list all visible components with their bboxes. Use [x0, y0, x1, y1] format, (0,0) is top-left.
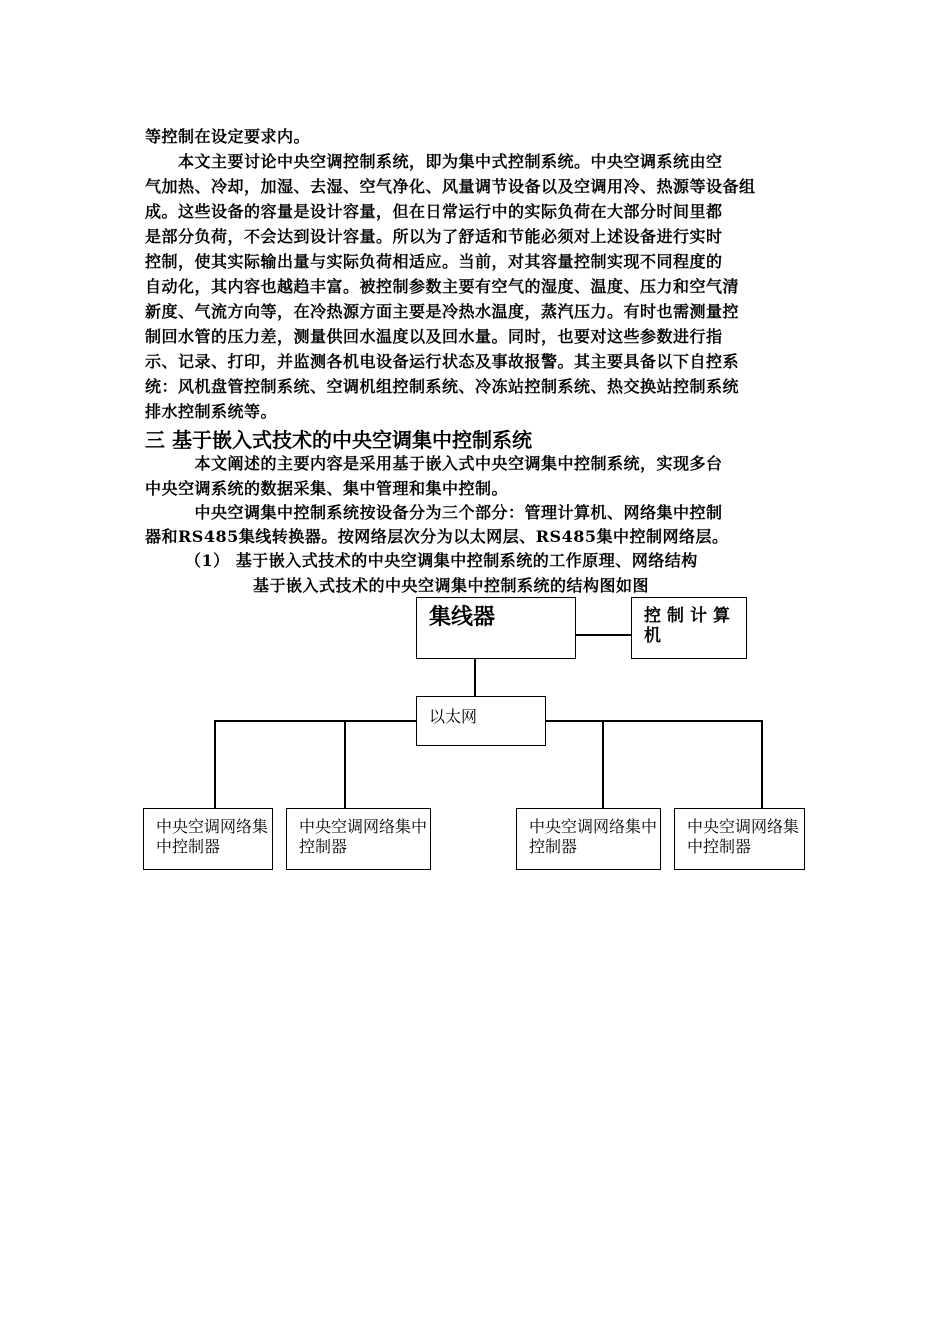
controller-label: 中央空调网络集中控制器 [156, 817, 269, 856]
paragraph-intro-line: 等控制在设定要求内。 [145, 127, 311, 146]
paragraph-line: 本文阐述的主要内容是采用基于嵌入式中央空调集中控制系统，实现多台 [145, 454, 723, 473]
hub-label: 集线器 [429, 605, 496, 630]
controller-box [143, 808, 273, 870]
paragraph-line: 排水控制系统等。 [145, 402, 278, 421]
controller-box [674, 808, 805, 870]
figure-caption: 基于嵌入式技术的中央空调集中控制系统的结构图如图 [253, 576, 650, 595]
bus-line-right [546, 720, 762, 722]
paragraph-line: 示、记录、打印，并监测各机电设备运行状态及事故报警。其主要具备以下自控系 [145, 352, 740, 371]
ethernet-box [416, 696, 546, 746]
connector-line [214, 720, 216, 808]
connector-line [576, 634, 631, 636]
hub-box [416, 597, 576, 659]
controller-label: 中央空调网络集中控制器 [687, 817, 800, 856]
paragraph-line: 控制，使其实际输出量与实际负荷相适应。当前，对其容量控制实现不同程度的 [145, 252, 723, 271]
subsection-heading: （1） 基于嵌入式技术的中央空调集中控制系统的工作原理、网络结构 [185, 551, 698, 570]
controller-label: 中央空调网络集中控制器 [529, 817, 658, 856]
connector-line [761, 720, 763, 808]
paragraph-line: 中央空调系统的数据采集、集中管理和集中控制。 [145, 479, 509, 498]
paragraph-line: 器和RS485集线转换器。按网络层次分为以太网层、RS485集中控制网络层。 [145, 527, 729, 546]
paragraph-line: 自动化，其内容也越趋丰富。被控制参数主要有空气的湿度、温度、压力和空气清 [145, 277, 740, 296]
computer-label: 控制计算机 [644, 606, 736, 646]
paragraph-line: 成。这些设备的容量是设计容量，但在日常运行中的实际负荷在大部分时间里都 [145, 202, 723, 221]
paragraph-line: 气加热、冷却，加湿、去湿、空气净化、风量调节设备以及空调用冷、热源等设备组 [145, 177, 756, 196]
paragraph-line: 中央空调集中控制系统按设备分为三个部分：管理计算机、网络集中控制 [145, 503, 723, 522]
controller-label: 中央空调网络集中控制器 [299, 817, 428, 856]
section-heading: 三 基于嵌入式技术的中央空调集中控制系统 [145, 428, 532, 452]
paragraph-line: 是部分负荷，不会达到设计容量。所以为了舒适和节能必须对上述设备进行实时 [145, 227, 723, 246]
controller-box [516, 808, 661, 870]
connector-line [602, 720, 604, 808]
bus-line-left [214, 720, 416, 722]
ethernet-label: 以太网 [429, 707, 478, 726]
controller-box [286, 808, 431, 870]
paragraph-line: 新度、气流方向等，在冷热源方面主要是冷热水温度，蒸汽压力。有时也需测量控 [145, 302, 740, 321]
computer-box [631, 597, 747, 659]
paragraph-line: 制回水管的压力差，测量供回水温度以及回水量。同时，也要对这些参数进行指 [145, 327, 723, 346]
connector-line [344, 720, 346, 808]
paragraph-line: 统：风机盘管控制系统、空调机组控制系统、冷冻站控制系统、热交换站控制系统 [145, 377, 740, 396]
connector-line [474, 659, 476, 696]
paragraph-line: 本文主要讨论中央空调控制系统，即为集中式控制系统。中央空调系统由空 [145, 152, 723, 171]
